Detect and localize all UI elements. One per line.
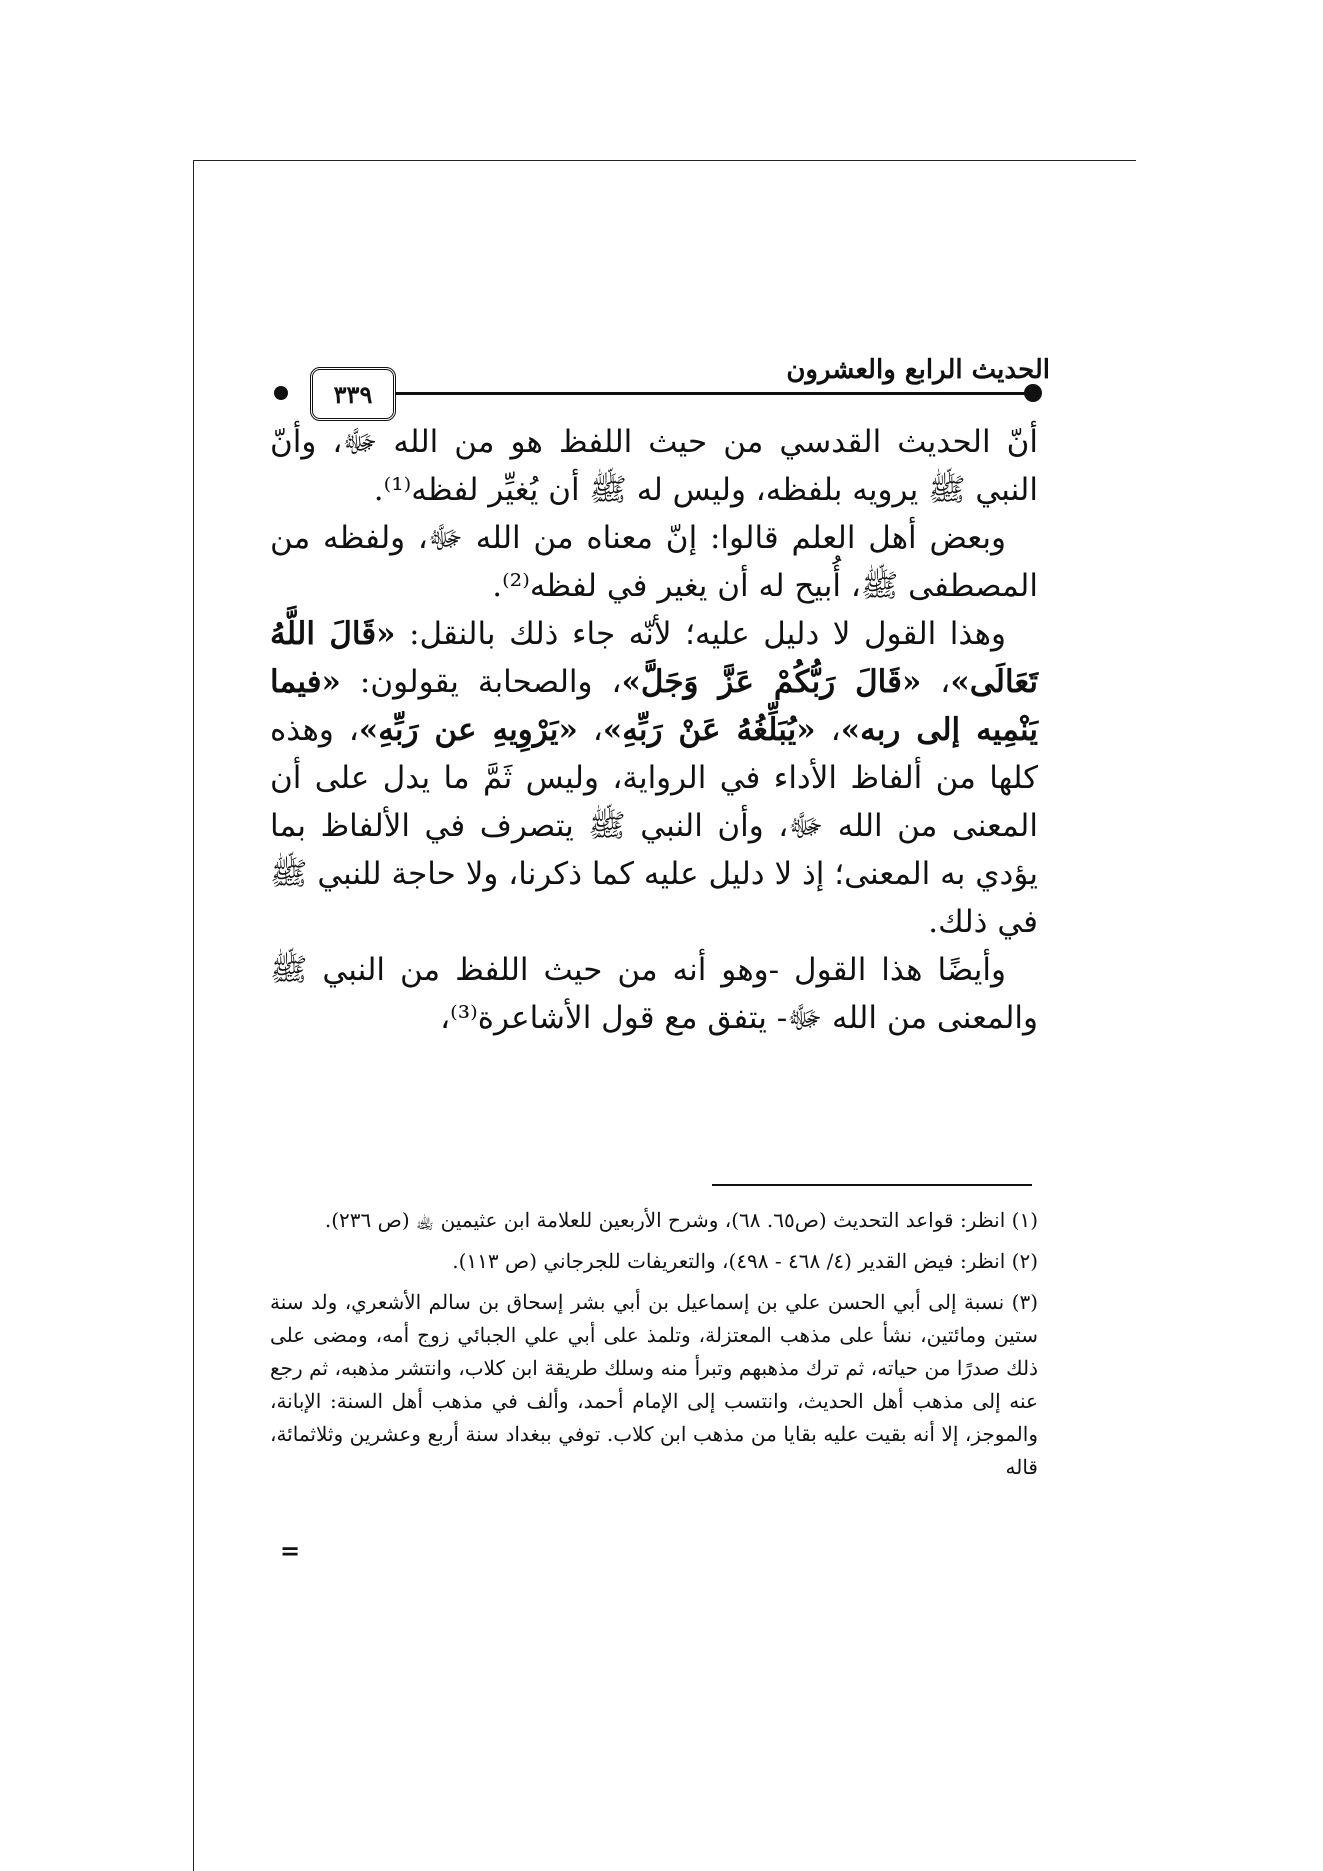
text-run: ،	[577, 712, 603, 748]
page-frame-top-line	[193, 160, 1136, 161]
text-run: ،	[815, 712, 841, 748]
footnote: (١) انظر: قواعد التحديث (ص٦٥. ٦٨)، وشرح الأربعين للعلامة ابن عثيمين ﵀ (ص ٢٣٦).	[324, 1208, 1038, 1232]
quoted-phrase: «فيما يَنْمِيه إلى ربه»	[270, 664, 1038, 748]
quoted-phrase: «قَالَ رَبُّكُمْ عَزَّ وَجَلَّ»	[621, 664, 922, 700]
page-number: ٣٣٩	[310, 367, 396, 421]
footnote: (٢) انظر: فيض القدير (٤/ ٤٦٨ - ٤٩٨)، والتعريفات للجرجاني (ص ١١٣).	[452, 1249, 1038, 1273]
paragraph: وبعض أهل العلم قالوا: إنّ معناه من الله ﷻ، ولفظه من المصطفى ﷺ، أُبيح له أن يغير في لفظه⁽²⁾.	[270, 520, 1038, 604]
header-rule	[390, 392, 1030, 395]
footnote-separator	[712, 1184, 1032, 1186]
text-run: ،	[921, 664, 951, 700]
text-run: وهذا القول لا دليل عليه؛ لأنّه جاء ذلك بالنقل:	[395, 616, 1006, 652]
main-text	[270, 418, 1038, 1042]
chapter-title: الحديث الرابع والعشرون	[786, 355, 1050, 385]
quoted-phrase: «قَالَ اللَّهُ تَعَالَى»	[270, 616, 1038, 700]
text-run: ، والصحابة يقولون:	[340, 664, 622, 700]
footnotes	[270, 1204, 1038, 1492]
quoted-phrase: «يَرْوِيهِ عن رَبِّهِ»	[358, 712, 578, 748]
paragraph: أنّ الحديث القدسي من حيث اللفظ هو من الله ﷻ، وأنّ النبي ﷺ يرويه بلفظه، وليس له ﷺ أن يُغيِّر لفظه⁽¹⁾.	[270, 424, 1038, 508]
page-frame-left-line	[193, 160, 194, 1871]
paragraph	[270, 610, 1038, 946]
footnote: (٣) نسبة إلى أبي الحسن علي بن إسماعيل بن أبي بشر إسحاق بن سالم الأشعري، ولد سنة ستين ومائتين، نشأ على مذهب المعتزلة، وتلمذ على أبي علي الجبائي زوج أمه، ومضى على ذلك صدرًا من حياته، ثم ترك مذهبهم وتبرأ منه وسلك طريقة ابن كلاب، وانتشر مذهبه، ثم رجع عنه إلى مذهب أهل الحديث، وانتسب إلى الإمام أحمد، وألف في مذهب أهل السنة: الإبانة، والموجز، إلا أنه بقيت عليه بقايا من مذهب ابن كلاب. توفي ببغداد سنة أربع وعشرين وثلاثمائة، قاله	[270, 1290, 1038, 1479]
quoted-phrase: «يُبَلِّغُهُ عَنْ رَبِّهِ»	[602, 712, 816, 748]
running-header	[270, 355, 1050, 415]
header-ornament-dot	[274, 386, 288, 400]
footnote-continuation-mark: =	[280, 1536, 301, 1565]
header-ornament-dot	[1024, 384, 1042, 402]
paragraph: وأيضًا هذا القول -وهو أنه من حيث اللفظ من النبي ﷺ والمعنى من الله ﷻ- يتفق مع قول الأشاعرة⁽³⁾،	[270, 952, 1038, 1036]
text-run: ، وهذه كلها من ألفاظ الأداء في الرواية، وليس ثَمَّ ما يدل على أن المعنى من الله ﷻ، وأن النبي ﷺ يتصرف في الألفاظ بما يؤدي به المعنى؛ إذ لا دليل عليه كما ذكرنا، ولا حاجة للنبي ﷺ في ذلك.	[270, 712, 1038, 940]
